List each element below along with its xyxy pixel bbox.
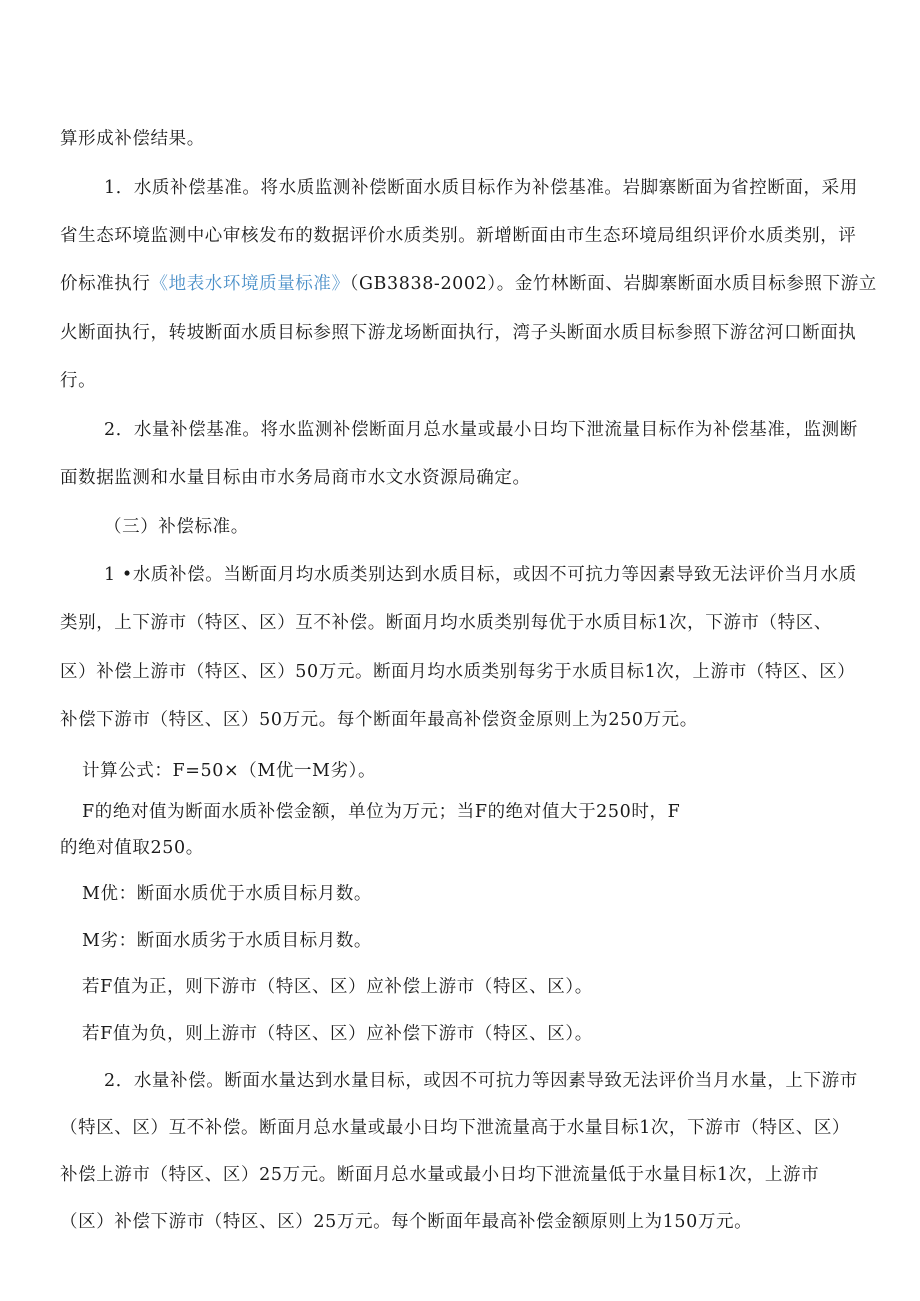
formula-line: 计算公式：F=50×（M优一M劣）。 bbox=[82, 761, 377, 781]
standard-reference-link[interactable]: 《地表水环境质量标准》 bbox=[150, 274, 350, 294]
paragraph-line bbox=[60, 272, 877, 296]
paragraph-line: 类别，上下游市（特区、区）互不补偿。断面月均水质类别每优于水质目标1次，下游市（特区、 bbox=[60, 613, 832, 633]
paragraph-line: 算形成补偿结果。 bbox=[60, 129, 205, 149]
paragraph-line: F的绝对值为断面水质补偿金额，单位为万元；当F的绝对值大于250时，F bbox=[82, 802, 681, 822]
paragraph-line: 火断面执行，转坡断面水质目标参照下游龙场断面执行，湾子头断面水质目标参照下游岔河口断面执 bbox=[60, 323, 857, 343]
paragraph-line: 省生态环境监测中心审核发布的数据评价水质类别。新增断面由市生态环境局组织评价水质类别，评 bbox=[60, 226, 857, 246]
paragraph-line: 区）补偿上游市（特区、区）50万元。断面月均水质类别每劣于水质目标1次，上游市（特区、区） bbox=[60, 662, 856, 682]
paragraph-line: 2．水量补偿基准。将水监测补偿断面月总水量或最小日均下泄流量目标作为补偿基准，监测断 bbox=[104, 420, 858, 440]
paragraph-line: 面数据监测和水量目标由市水务局商市水文水资源局确定。 bbox=[60, 468, 531, 488]
paragraph-line: 补偿上游市（特区、区）25万元。断面月总水量或最小日均下泄流量低于水量目标1次，上游市 bbox=[60, 1165, 820, 1185]
paragraph-line: 若F值为正，则下游市（特区、区）应补偿上游市（特区、区）。 bbox=[82, 977, 593, 997]
paragraph-line: 2．水量补偿。断面水量达到水量目标，或因不可抗力等因素导致无法评价当月水量，上下游市 bbox=[104, 1071, 858, 1091]
paragraph-line: （特区、区）互不补偿。断面月总水量或最小日均下泄流量高于水量目标1次，下游市（特区、区） bbox=[60, 1118, 851, 1138]
section-heading: （三）补偿标准。 bbox=[104, 517, 249, 537]
paragraph-line: 若F值为负，则上游市（特区、区）应补偿下游市（特区、区）。 bbox=[82, 1024, 593, 1044]
paragraph-line: 1．水质补偿基准。将水质监测补偿断面水质目标作为补偿基准。岩脚寨断面为省控断面，采用 bbox=[104, 178, 858, 198]
paragraph-line: 1 •水质补偿。当断面月均水质类别达到水质目标，或因不可抗力等因素导致无法评价当月水质 bbox=[104, 565, 857, 585]
paragraph-line: M劣：断面水质劣于水质目标月数。 bbox=[82, 931, 373, 951]
paragraph-line: M优：断面水质优于水质目标月数。 bbox=[82, 884, 373, 904]
paragraph-line: 行。 bbox=[60, 371, 97, 391]
paragraph-line: 的绝对值取250。 bbox=[60, 838, 204, 858]
paragraph-text: （GB3838-2002）。金竹林断面、岩脚寨断面水质目标参照下游立 bbox=[349, 274, 877, 294]
paragraph-line: 补偿下游市（特区、区）50万元。每个断面年最高补偿资金原则上为250万元。 bbox=[60, 710, 698, 730]
paragraph-line: （区）补偿下游市（特区、区）25万元。每个断面年最高补偿金额原则上为150万元。 bbox=[60, 1212, 753, 1232]
paragraph-text: 价标准执行 bbox=[60, 274, 151, 294]
